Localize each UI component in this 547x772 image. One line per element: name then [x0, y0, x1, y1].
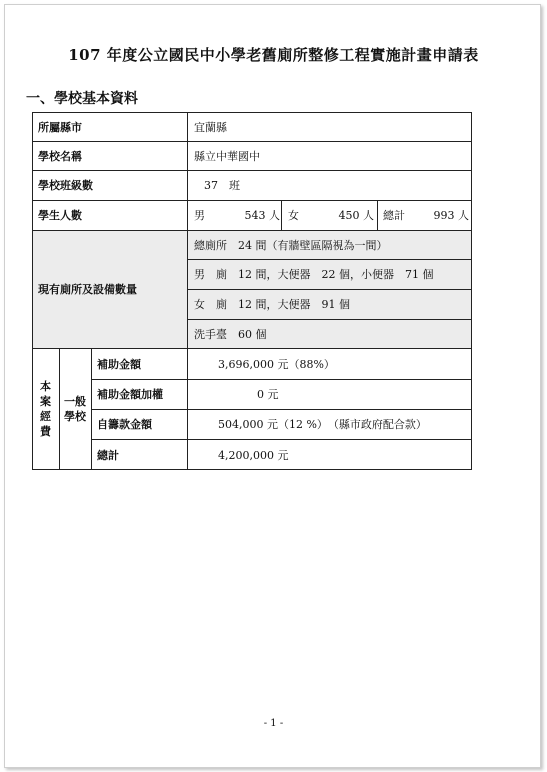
table-border: [32, 112, 472, 470]
section-heading: 一、學校基本資料: [26, 91, 138, 107]
student-count-label: 學生人數: [38, 209, 82, 222]
category-line-1: 一般: [64, 395, 86, 408]
facility-label: 現有廁所及設備數量: [38, 283, 137, 296]
subsidy-label: 補助金額: [97, 357, 141, 371]
county-value: 宜蘭縣: [194, 120, 227, 134]
page-number: - 1 -: [263, 718, 284, 729]
budget-char-2: 案: [40, 395, 51, 408]
school-info-table: [32, 112, 472, 470]
county-label: 所屬縣市: [38, 120, 82, 134]
subsidy-weight-label: 補助金額加權: [97, 388, 163, 401]
budget-char-3: 經: [40, 410, 51, 423]
facility-line-male: 男 廁 12 間，大便器 22 個，小便器 71 個: [194, 268, 434, 281]
female-label: 女: [288, 209, 299, 222]
male-count: 543 人: [244, 209, 280, 222]
document-title: 107 年度公立國民中小學老舊廁所整修工程實施計畫申請表: [68, 46, 479, 64]
total-count: 993 人: [433, 209, 469, 222]
female-count: 450 人: [338, 209, 374, 222]
school-name-label: 學校名稱: [38, 149, 82, 163]
total-label: 總計: [383, 209, 405, 222]
self-funding-value: 504,000 元（12 %） （縣市政府配合款）: [218, 418, 427, 431]
facility-line-total: 總廁所 24 間（有牆壁區隔視為一間）: [194, 238, 388, 252]
budget-total-value: 4,200,000 元: [218, 448, 289, 462]
class-count-value: 37 班: [204, 179, 240, 192]
category-line-2: 學校: [64, 410, 86, 423]
subsidy-weight-value: 0 元: [257, 388, 279, 401]
male-label: 男: [194, 209, 205, 222]
facility-line-sinks: 洗手臺 60 個: [194, 327, 267, 341]
class-count-label: 學校班級數: [38, 179, 93, 192]
self-funding-label: 自籌款金額: [97, 418, 152, 431]
budget-char-4: 費: [40, 425, 51, 438]
budget-char-1: 本: [40, 380, 51, 393]
budget-total-label: 總計: [97, 448, 119, 462]
school-name-value: 縣立中華國中: [194, 149, 260, 163]
facility-line-female: 女 廁 12 間，大便器 91 個: [194, 298, 350, 311]
subsidy-value: 3,696,000 元（88%）: [218, 357, 335, 371]
